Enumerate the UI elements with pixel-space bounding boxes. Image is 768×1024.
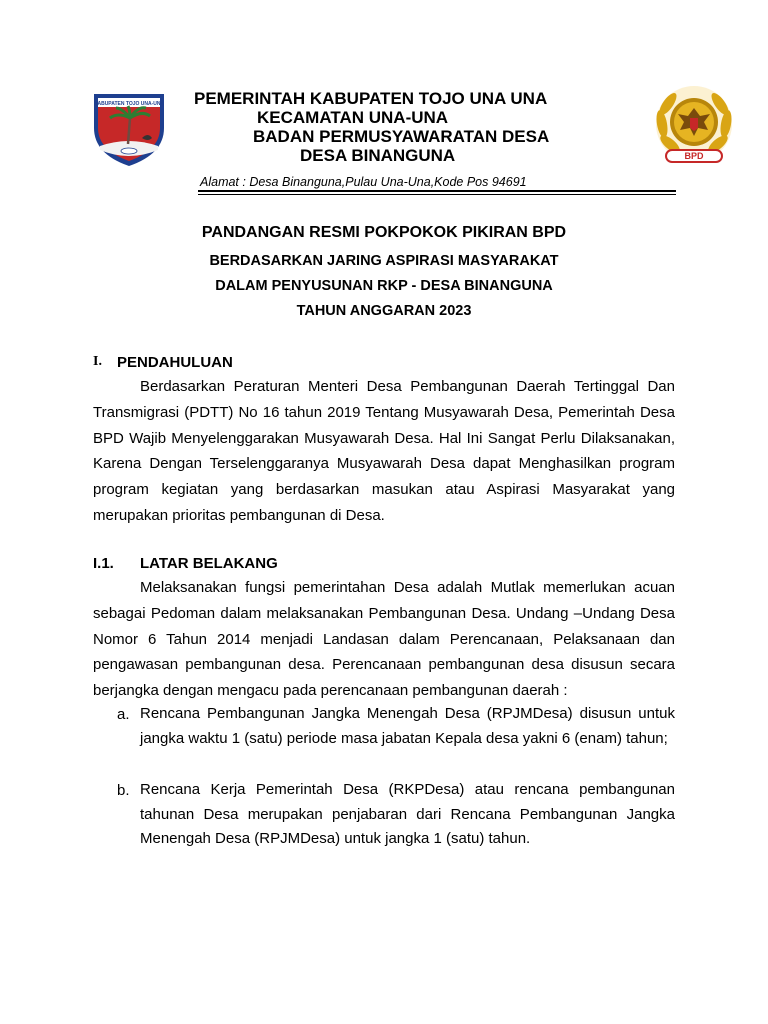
document-subtitle-2: DALAM PENYUSUNAN RKP - DESA BINANGUNA: [215, 278, 553, 294]
kabupaten-tojo-una-una-logo: [90, 88, 168, 168]
letterhead-address: Alamat : Desa Binanguna,Pulau Una-Una,Kode Pos 94691: [200, 175, 527, 189]
letterhead-rule-bottom: [198, 194, 676, 195]
section-1-paragraph: Berdasarkan Peraturan Menteri Desa Pembangunan Daerah Tertinggal Dan Transmigrasi (PDTT) No 16 tahun 2019 Tentang Musyawarah Desa, Pemerintah Desa BPD Wajib Menyelenggarakan Musyawarah Desa. Hal Ini Sangat Perlu Dilaksanakan, Karena Dengan Terselenggaranya Musyawarah Desa dapat Menghasilkan program program kegiatan yang berdasarkan masukan atau Aspirasi Masyarakat yang merupakan prioritas pembangunan di Desa.: [93, 378, 675, 524]
left-logo-label: KABUPATEN TOJO UNA-UNA: [93, 101, 165, 107]
right-logo-label: BPD: [684, 151, 704, 161]
letterhead-council: BADAN PERMUSYAWARATAN DESA: [253, 127, 550, 146]
section-1-1-number: I.1.: [93, 555, 114, 572]
letterhead-government: PEMERINTAH KABUPATEN TOJO UNA UNA: [194, 89, 548, 108]
list-item-marker: a.: [117, 706, 130, 723]
document-subtitle-3: TAHUN ANGGARAN 2023: [296, 303, 472, 319]
letterhead-village: DESA BINANGUNA: [300, 146, 456, 165]
section-1-number: I.: [93, 354, 102, 369]
letterhead-district: KECAMATAN UNA-UNA: [257, 108, 449, 127]
document-subtitle-1: BERDASARKAN JARING ASPIRASI MASYARAKAT: [209, 253, 559, 269]
list-item-text: Rencana Pembangunan Jangka Menengah Desa (RPJMDesa) disusun untuk jangka waktu 1 (satu) periode masa jabatan Kepala desa yakni 6 (enam) tahun;: [140, 705, 675, 747]
section-1-1-paragraph: Melaksanakan fungsi pemerintahan Desa adalah Mutlak memerlukan acuan sebagai Pedoman dalam melaksanakan Pembangunan Desa. Undang –Undang Desa Nomor 6 Tahun 2014 menjadi Landasan dalam Perencanaan, Pelaksanaan dan pengawasan pembangunan desa. Perencanaan pembangunan desa disusun secara berjangka dengan mengacu pada perencanaan pembangunan daerah :: [93, 579, 675, 700]
letterhead-rule-top: [198, 190, 676, 192]
section-1-heading: PENDAHULUAN: [117, 354, 233, 371]
list-item-text: Rencana Kerja Pemerintah Desa (RKPDesa) atau rencana pembangunan tahunan Desa merupakan penjabaran dari Rencana Pembangunan Jangka Menengah Desa (RPJMDesa) untuk jangka 1 (satu) tahun.: [140, 781, 675, 847]
section-1-1-heading: LATAR BELAKANG: [140, 555, 278, 572]
document-title: PANDANGAN RESMI POKPOKOK PIKIRAN BPD: [201, 224, 567, 241]
list-item-marker: b.: [117, 782, 130, 799]
bpd-emblem-logo: [648, 84, 740, 168]
